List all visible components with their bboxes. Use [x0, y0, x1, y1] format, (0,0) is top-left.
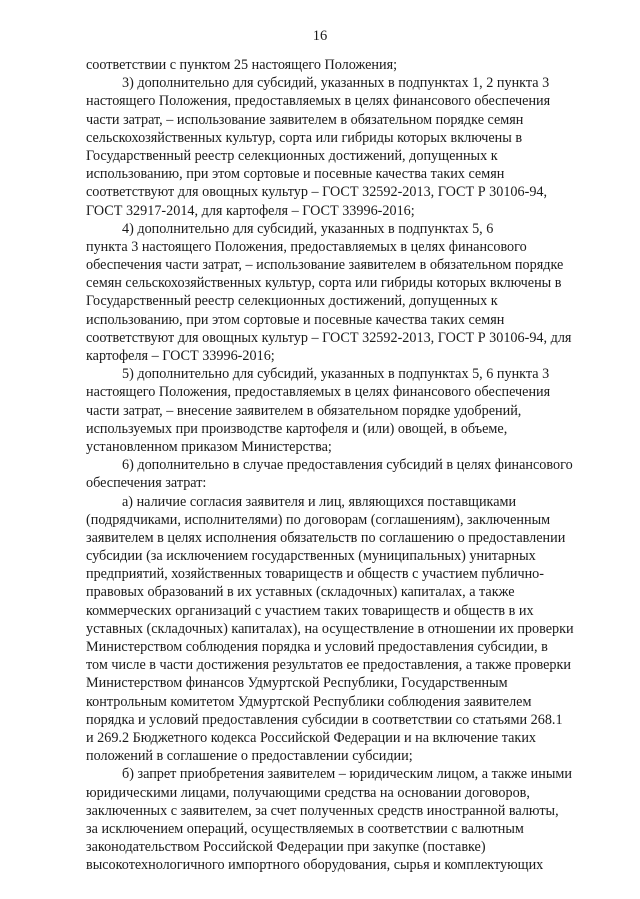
text-line: высокотехнологичного импортного оборудования, сырья и комплектующих [86, 857, 544, 874]
text-line: соответствии с пунктом 25 настоящего Положения; [86, 57, 398, 73]
text-line: ГОСТ 32917-2014, для картофеля – ГОСТ 33996-2016; [86, 202, 415, 219]
page-number: 16 [312, 28, 328, 44]
text-line: использованию, при этом сортовые и посевные качества таких семян [86, 311, 505, 328]
text-line: Министерством соблюдения порядка и условий предоставления субсидии, в [86, 639, 548, 655]
text-line: субсидии (за исключением государственных (муниципальных) унитарных [86, 548, 536, 565]
text-line: а) наличие согласия заявителя и лиц, являющихся поставщиками [122, 493, 517, 510]
text-line: юридическими лицами, получающими средства на основании договоров, [86, 784, 530, 801]
text-line: сельскохозяйственных культур, сорта или гибриды которых включены в [86, 129, 523, 146]
text-line: используемых при производстве картофеля и (или) овощей, в объеме, [86, 420, 508, 437]
text-line: заключенных с заявителем, за счет полученных средств иностранной валюты, [86, 802, 559, 819]
text-line: б) запрет приобретения заявителем – юридическим лицом, а также иными [122, 766, 572, 783]
text-line: 4) дополнительно для субсидий, указанных в подпунктах 5, 6 [122, 220, 494, 237]
text-line: за исключением операций, осуществляемых в соответствии с валютным [86, 820, 524, 837]
text-line: обеспечения части затрат, – использование заявителем в обязательном порядке [86, 257, 564, 274]
text-line: настоящего Положения, предоставляемых в целях финансового обеспечения [86, 384, 551, 401]
text-line: Министерством финансов Удмуртской Республики, Государственным [86, 675, 508, 692]
text-line: картофеля – ГОСТ 33996-2016; [86, 348, 275, 364]
text-line: пункта 3 настоящего Положения, предоставляемых в целях финансового [86, 238, 527, 255]
text-line: части затрат, – внесение заявителем в обязательном порядке удобрений, [86, 402, 522, 419]
text-line: положений в соглашение о предоставлении субсидии; [86, 748, 413, 765]
text-line: 5) дополнительно для субсидий, указанных в подпунктах 5, 6 пункта 3 [122, 366, 550, 383]
text-line: уставных (складочных) капиталах), на осуществление в отношении их проверки [86, 620, 574, 637]
text-line: коммерческих организаций с участием таких товариществ и обществ в их [86, 602, 534, 619]
text-line: использованию, при этом сортовые и посевные качества таких семян [86, 166, 505, 183]
text-line: том числе в части достижения результатов ее предоставления, а также проверки [86, 657, 571, 674]
text-line: Государственный реестр селекционных достижений, допущенных к [86, 147, 498, 164]
text-line: обеспечения затрат: [86, 475, 207, 492]
text-line: порядка и условий предоставления субсидии в соответствии со статьями 268.1 [86, 711, 563, 728]
text-line: установленном приказом Министерства; [86, 438, 332, 455]
text-line: настоящего Положения, предоставляемых в целях финансового обеспечения [86, 93, 551, 110]
text-line: предприятий, хозяйственных товариществ и обществ с участием публично- [86, 566, 544, 583]
text-line: 6) дополнительно в случае предоставления субсидий в целях финансового [122, 457, 573, 474]
text-line: законодательством Российской Федерации при закупке (поставке) [86, 839, 486, 856]
text-line: 3) дополнительно для субсидий, указанных в подпунктах 1, 2 пункта 3 [122, 75, 550, 92]
text-line: соответствуют для овощных культур – ГОСТ 32592-2013, ГОСТ Р 30106-94, [86, 184, 548, 201]
text-line: правовых образований в их уставных (складочных) капиталах, а также [86, 584, 515, 601]
text-line: Государственный реестр селекционных достижений, допущенных к [86, 293, 498, 310]
text-line: контрольным комитетом Удмуртской Республики соблюдения заявителем [86, 693, 532, 710]
text-line: семян сельскохозяйственных культур, сорта или гибриды которых включены в [86, 275, 562, 292]
text-line: заявителем в целях исполнения обязательств по соглашению о предоставлении [86, 529, 566, 546]
text-line: и 269.2 Бюджетного кодекса Российской Федерации и на включение таких [86, 729, 537, 746]
text-line: части затрат, – использование заявителем в обязательном порядке семян [86, 111, 524, 128]
text-line: (подрядчиками, исполнителями) по договорам (соглашениям), заключенным [86, 511, 551, 528]
document-body [86, 56, 599, 874]
text-line: соответствуют для овощных культур – ГОСТ 32592-2013, ГОСТ Р 30106-94, для [86, 329, 572, 346]
